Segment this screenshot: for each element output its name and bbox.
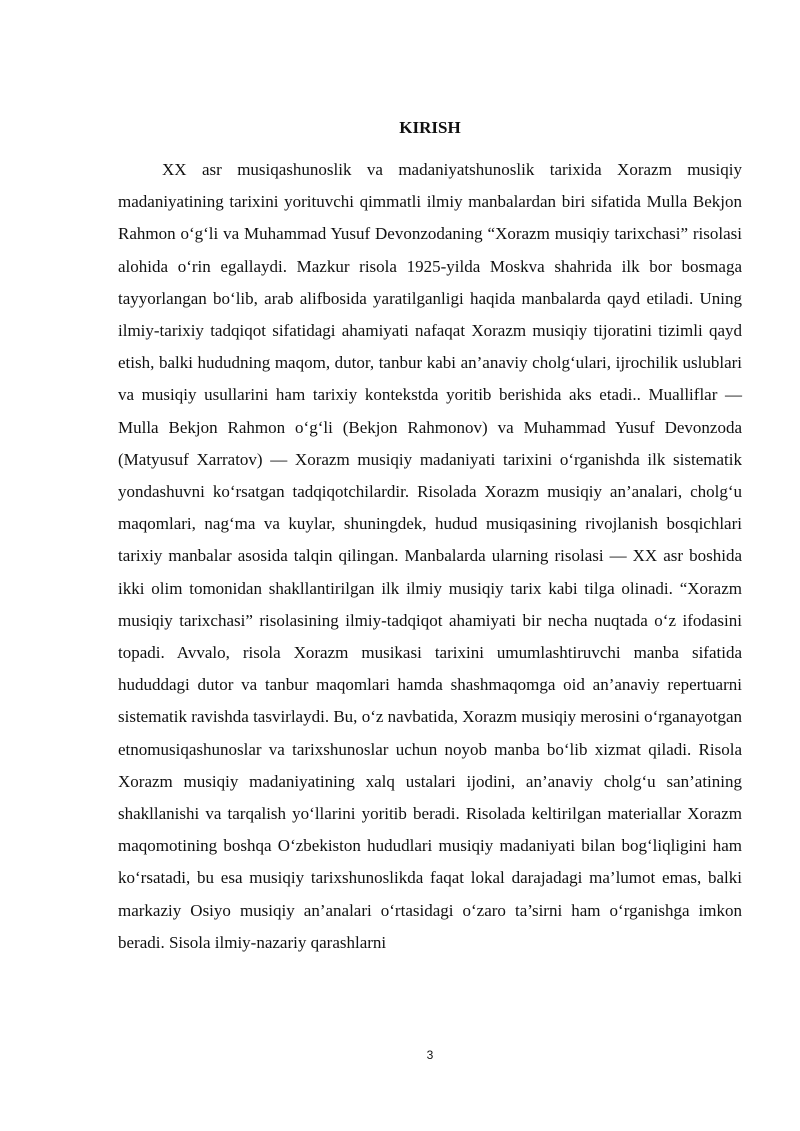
- section-title: KIRISH: [399, 118, 461, 137]
- page-number: 3: [426, 1048, 434, 1062]
- body-paragraph: XX asr musiqashunoslik va madaniyatshunoslik tarixida Xorazm musiqiy madaniyatining tarixini yorituvchi qimmatli ilmiy manbalardan biri sifatida Mulla Bekjon Rahmon oʻgʻli va Muhammad Yusuf Devonzodaning “Xorazm musiqiy tarixchasi” risolasi alohida oʻrin egallaydi. Mazkur risola 1925-yilda Moskva shahrida ilk bor bosmaga tayyorlangan boʻlib, arab alifbosida yaratilganligi haqida manbalarda qayd etiladi. Uning ilmiy-tarixiy tadqiqot sifatidagi ahamiyati nafaqat Xorazm musiqiy tijoratini tizimli qayd etish, balki hududning maqom, dutor, tanbur kabi an’anaviy cholgʻulari, ijrochilik uslublari va musiqiy usullarini ham tarixiy kontekstda yoritib berishida aks etadi.. Mualliflar — Mulla Bekjon Rahmon oʻgʻli (Bekjon Rahmonov) va Muhammad Yusuf Devonzoda (Matyusuf Xarratov) — Xorazm musiqiy madaniyati tarixini oʻrganishda ilk sistematik yondashuvni koʻrsatgan tadqiqotchilardir. Risolada Xorazm musiqiy an’analari, cholgʻu maqomlari, nagʻma va kuylar, shuningdek, hudud musiqasining rivojlanish bosqichlari tarixiy manbalar asosida talqin qilingan. Manbalarda ularning risolasi — XX asr boshida ikki olim tomonidan shakllantirilgan ilk ilmiy musiqiy tarix kabi tilga olinadi. “Xorazm musiqiy tarixchasi” risolasining ilmiy-tadqiqot ahamiyati bir necha nuqtada oʻz ifodasini topadi. Avvalo, risola Xorazm musikasi tarixini umumlashtiruvchi manba sifatida hududdagi dutor va tanbur maqomlari hamda shashmaqomga oid an’anaviy repertuarni sistematik ravishda tasvirlaydi. Bu, oʻz navbatida, Xorazm musiqiy merosini oʻrganayotgan etnomusiqashunoslar va tarixshunoslar uchun noyob manba boʻlib xizmat qiladi. Risola Xorazm musiqiy madaniyatining xalq ustalari ijodini, an’anaviy cholgʻu san’atining shakllanishi va tarqalish yoʻllarini yoritib beradi. Risolada keltirilgan materiallar Xorazm maqomotining boshqa Oʻzbekiston hududlari musiqiy madaniyati bilan bogʻliqligini ham koʻrsatadi, bu esa musiqiy tarixshunoslikda faqat lokal darajadagi ma’lumot emas, balki markaziy Osiyo musiqiy an’analari oʻrtasidagi oʻzaro ta’sirni ham oʻrganishga imkon beradi. Sisola ilmiy-nazariy qarashlarni: [118, 160, 742, 952]
